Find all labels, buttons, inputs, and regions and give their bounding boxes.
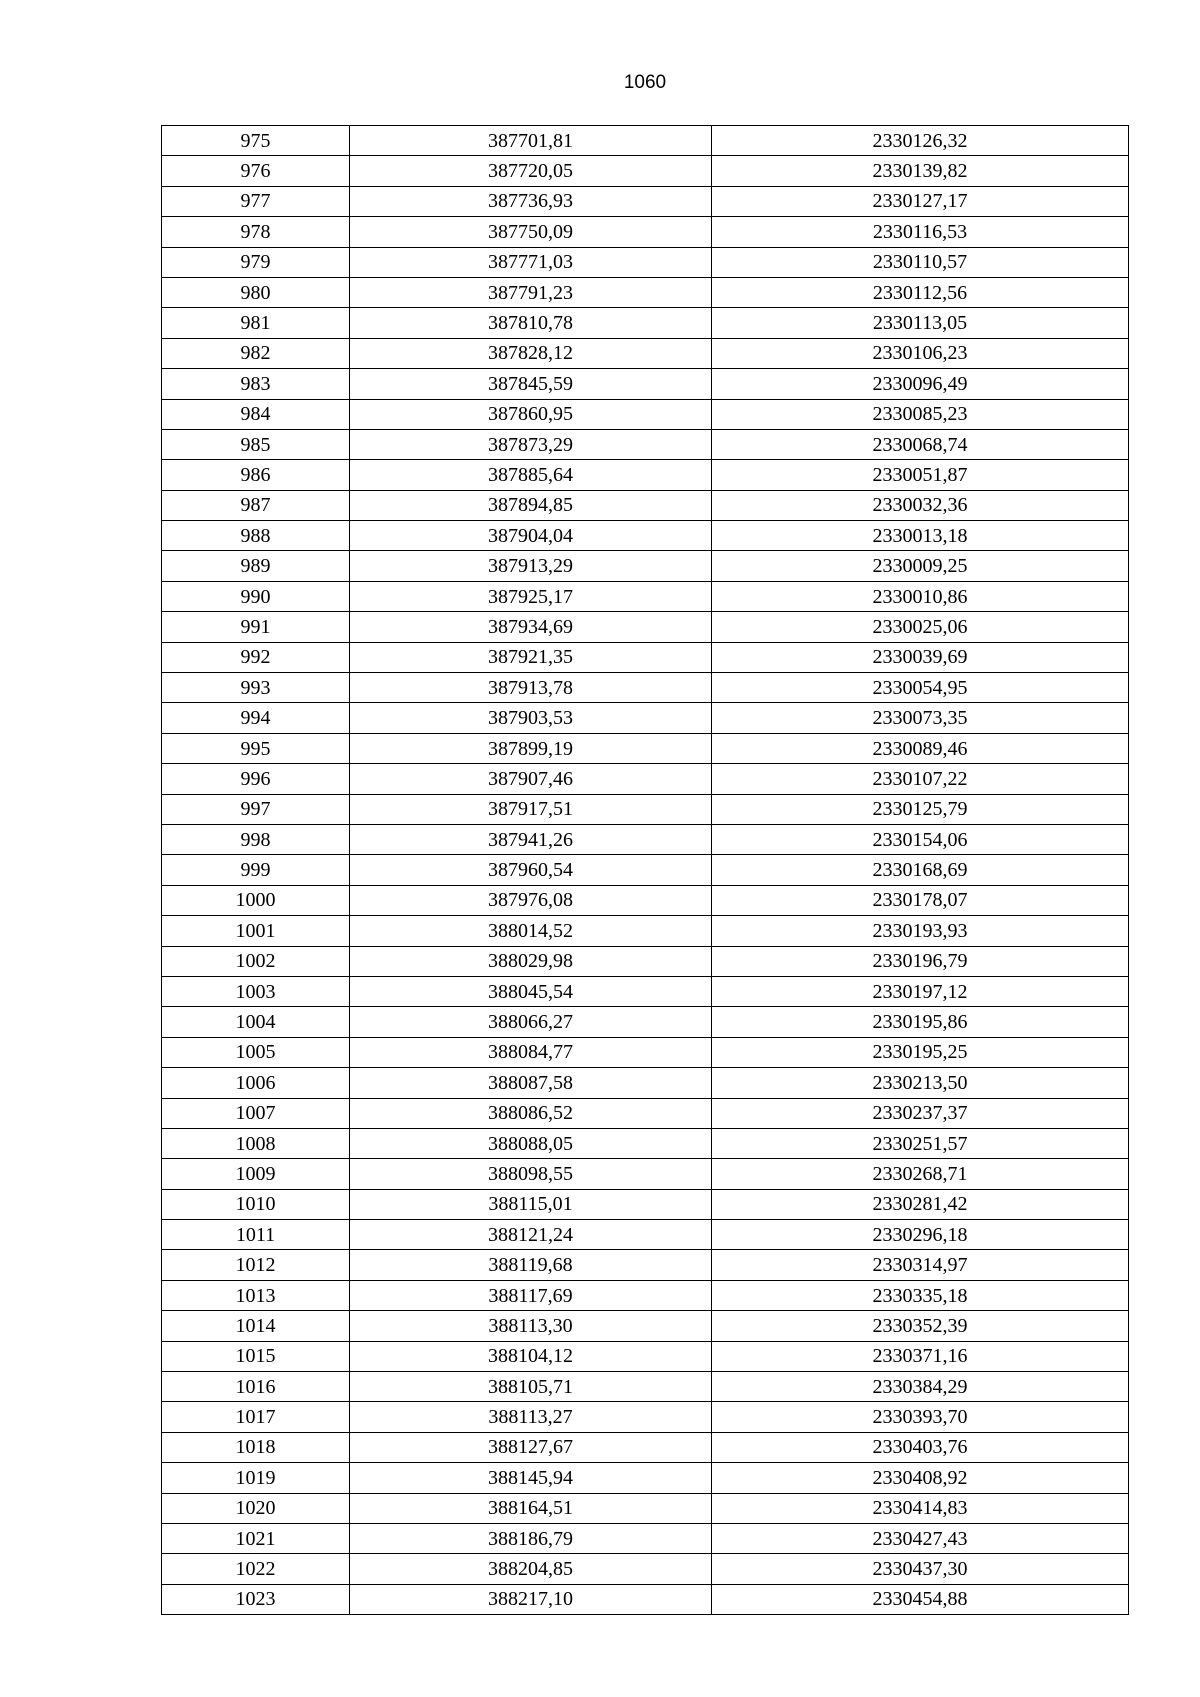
table-row (162, 369, 1129, 399)
table-row (162, 946, 1129, 976)
x-coordinate-cell: 387894,85 (350, 490, 712, 520)
y-coordinate-cell: 2330251,57 (712, 1128, 1129, 1158)
y-coordinate-cell: 2330352,39 (712, 1311, 1129, 1341)
x-coordinate-cell: 388087,58 (350, 1068, 712, 1098)
point-number-cell: 988 (162, 521, 350, 551)
y-coordinate-cell: 2330013,18 (712, 521, 1129, 551)
y-coordinate-cell: 2330296,18 (712, 1220, 1129, 1250)
y-coordinate-cell: 2330213,50 (712, 1068, 1129, 1098)
y-coordinate-cell: 2330110,57 (712, 247, 1129, 277)
point-number-cell: 995 (162, 733, 350, 763)
point-number-cell: 1017 (162, 1402, 350, 1432)
point-number-cell: 996 (162, 764, 350, 794)
table-row (162, 247, 1129, 277)
x-coordinate-cell: 387736,93 (350, 186, 712, 216)
table-row (162, 217, 1129, 247)
point-number-cell: 1010 (162, 1189, 350, 1219)
x-coordinate-cell: 387828,12 (350, 338, 712, 368)
point-number-cell: 994 (162, 703, 350, 733)
table-row (162, 976, 1129, 1006)
x-coordinate-cell: 388086,52 (350, 1098, 712, 1128)
y-coordinate-cell: 2330384,29 (712, 1372, 1129, 1402)
y-coordinate-cell: 2330106,23 (712, 338, 1129, 368)
point-number-cell: 1001 (162, 916, 350, 946)
table-row (162, 460, 1129, 490)
point-number-cell: 998 (162, 824, 350, 854)
point-number-cell: 1019 (162, 1463, 350, 1493)
table-row (162, 399, 1129, 429)
table-row (162, 277, 1129, 307)
y-coordinate-cell: 2330335,18 (712, 1280, 1129, 1310)
x-coordinate-cell: 387913,78 (350, 673, 712, 703)
x-coordinate-cell: 388121,24 (350, 1220, 712, 1250)
table-row (162, 126, 1129, 156)
point-number-cell: 977 (162, 186, 350, 216)
y-coordinate-cell: 2330196,79 (712, 946, 1129, 976)
y-coordinate-cell: 2330032,36 (712, 490, 1129, 520)
x-coordinate-cell: 388164,51 (350, 1493, 712, 1523)
y-coordinate-cell: 2330009,25 (712, 551, 1129, 581)
point-number-cell: 992 (162, 642, 350, 672)
x-coordinate-cell: 387921,35 (350, 642, 712, 672)
x-coordinate-cell: 387899,19 (350, 733, 712, 763)
point-number-cell: 1004 (162, 1007, 350, 1037)
x-coordinate-cell: 388115,01 (350, 1189, 712, 1219)
table-row (162, 1372, 1129, 1402)
table-row (162, 521, 1129, 551)
y-coordinate-cell: 2330408,92 (712, 1463, 1129, 1493)
x-coordinate-cell: 387904,04 (350, 521, 712, 551)
x-coordinate-cell: 388217,10 (350, 1584, 712, 1614)
table-row (162, 916, 1129, 946)
point-number-cell: 993 (162, 673, 350, 703)
coordinates-table-body (162, 126, 1129, 1615)
y-coordinate-cell: 2330178,07 (712, 885, 1129, 915)
y-coordinate-cell: 2330195,25 (712, 1037, 1129, 1067)
point-number-cell: 984 (162, 399, 350, 429)
table-row (162, 429, 1129, 459)
y-coordinate-cell: 2330116,53 (712, 217, 1129, 247)
table-row (162, 855, 1129, 885)
point-number-cell: 999 (162, 855, 350, 885)
point-number-cell: 997 (162, 794, 350, 824)
x-coordinate-cell: 388119,68 (350, 1250, 712, 1280)
y-coordinate-cell: 2330154,06 (712, 824, 1129, 854)
point-number-cell: 1020 (162, 1493, 350, 1523)
table-row (162, 1189, 1129, 1219)
x-coordinate-cell: 388088,05 (350, 1128, 712, 1158)
point-number-cell: 1006 (162, 1068, 350, 1098)
table-row (162, 764, 1129, 794)
point-number-cell: 1002 (162, 946, 350, 976)
y-coordinate-cell: 2330127,17 (712, 186, 1129, 216)
y-coordinate-cell: 2330089,46 (712, 733, 1129, 763)
point-number-cell: 1000 (162, 885, 350, 915)
point-number-cell: 1008 (162, 1128, 350, 1158)
point-number-cell: 975 (162, 126, 350, 156)
x-coordinate-cell: 387903,53 (350, 703, 712, 733)
point-number-cell: 987 (162, 490, 350, 520)
point-number-cell: 985 (162, 429, 350, 459)
table-row (162, 612, 1129, 642)
x-coordinate-cell: 388145,94 (350, 1463, 712, 1493)
y-coordinate-cell: 2330054,95 (712, 673, 1129, 703)
y-coordinate-cell: 2330454,88 (712, 1584, 1129, 1614)
page-number: 1060 (623, 72, 667, 93)
y-coordinate-cell: 2330068,74 (712, 429, 1129, 459)
y-coordinate-cell: 2330197,12 (712, 976, 1129, 1006)
table-row (162, 1463, 1129, 1493)
y-coordinate-cell: 2330085,23 (712, 399, 1129, 429)
point-number-cell: 976 (162, 156, 350, 186)
table-row (162, 1220, 1129, 1250)
table-row (162, 1523, 1129, 1553)
point-number-cell: 979 (162, 247, 350, 277)
y-coordinate-cell: 2330025,06 (712, 612, 1129, 642)
x-coordinate-cell: 388045,54 (350, 976, 712, 1006)
coordinates-table (161, 125, 1129, 1615)
y-coordinate-cell: 2330281,42 (712, 1189, 1129, 1219)
table-row (162, 733, 1129, 763)
point-number-cell: 1003 (162, 976, 350, 1006)
x-coordinate-cell: 387810,78 (350, 308, 712, 338)
table-row (162, 1098, 1129, 1128)
y-coordinate-cell: 2330113,05 (712, 308, 1129, 338)
x-coordinate-cell: 387934,69 (350, 612, 712, 642)
point-number-cell: 978 (162, 217, 350, 247)
x-coordinate-cell: 388084,77 (350, 1037, 712, 1067)
x-coordinate-cell: 387925,17 (350, 581, 712, 611)
table-row (162, 703, 1129, 733)
table-row (162, 1341, 1129, 1371)
y-coordinate-cell: 2330073,35 (712, 703, 1129, 733)
point-number-cell: 986 (162, 460, 350, 490)
y-coordinate-cell: 2330051,87 (712, 460, 1129, 490)
table-row (162, 156, 1129, 186)
x-coordinate-cell: 387976,08 (350, 885, 712, 915)
point-number-cell: 1014 (162, 1311, 350, 1341)
x-coordinate-cell: 387885,64 (350, 460, 712, 490)
point-number-cell: 1009 (162, 1159, 350, 1189)
table-row (162, 186, 1129, 216)
point-number-cell: 1021 (162, 1523, 350, 1553)
x-coordinate-cell: 388104,12 (350, 1341, 712, 1371)
table-row (162, 1007, 1129, 1037)
x-coordinate-cell: 388186,79 (350, 1523, 712, 1553)
x-coordinate-cell: 388113,27 (350, 1402, 712, 1432)
x-coordinate-cell: 388014,52 (350, 916, 712, 946)
x-coordinate-cell: 388117,69 (350, 1280, 712, 1310)
table-row (162, 1250, 1129, 1280)
table-row (162, 1584, 1129, 1614)
point-number-cell: 1013 (162, 1280, 350, 1310)
y-coordinate-cell: 2330112,56 (712, 277, 1129, 307)
table-row (162, 308, 1129, 338)
x-coordinate-cell: 387873,29 (350, 429, 712, 459)
y-coordinate-cell: 2330039,69 (712, 642, 1129, 672)
y-coordinate-cell: 2330237,37 (712, 1098, 1129, 1128)
table-row (162, 673, 1129, 703)
table-row (162, 885, 1129, 915)
point-number-cell: 1005 (162, 1037, 350, 1067)
y-coordinate-cell: 2330195,86 (712, 1007, 1129, 1037)
table-row (162, 1493, 1129, 1523)
point-number-cell: 990 (162, 581, 350, 611)
point-number-cell: 1018 (162, 1432, 350, 1462)
y-coordinate-cell: 2330437,30 (712, 1554, 1129, 1584)
x-coordinate-cell: 387771,03 (350, 247, 712, 277)
y-coordinate-cell: 2330107,22 (712, 764, 1129, 794)
table-row (162, 551, 1129, 581)
x-coordinate-cell: 388113,30 (350, 1311, 712, 1341)
table-row (162, 1159, 1129, 1189)
table-row (162, 1432, 1129, 1462)
x-coordinate-cell: 387960,54 (350, 855, 712, 885)
x-coordinate-cell: 387701,81 (350, 126, 712, 156)
point-number-cell: 980 (162, 277, 350, 307)
x-coordinate-cell: 387941,26 (350, 824, 712, 854)
table-row (162, 794, 1129, 824)
x-coordinate-cell: 388029,98 (350, 946, 712, 976)
table-row (162, 1280, 1129, 1310)
x-coordinate-cell: 387907,46 (350, 764, 712, 794)
x-coordinate-cell: 388066,27 (350, 1007, 712, 1037)
x-coordinate-cell: 388204,85 (350, 1554, 712, 1584)
point-number-cell: 1023 (162, 1584, 350, 1614)
point-number-cell: 982 (162, 338, 350, 368)
table-row (162, 490, 1129, 520)
point-number-cell: 1012 (162, 1250, 350, 1280)
table-row (162, 1128, 1129, 1158)
table-row (162, 1554, 1129, 1584)
x-coordinate-cell: 388105,71 (350, 1372, 712, 1402)
point-number-cell: 991 (162, 612, 350, 642)
table-row (162, 1068, 1129, 1098)
y-coordinate-cell: 2330125,79 (712, 794, 1129, 824)
x-coordinate-cell: 387791,23 (350, 277, 712, 307)
table-row (162, 1037, 1129, 1067)
y-coordinate-cell: 2330268,71 (712, 1159, 1129, 1189)
y-coordinate-cell: 2330193,93 (712, 916, 1129, 946)
x-coordinate-cell: 387913,29 (350, 551, 712, 581)
table-row (162, 824, 1129, 854)
y-coordinate-cell: 2330427,43 (712, 1523, 1129, 1553)
x-coordinate-cell: 388127,67 (350, 1432, 712, 1462)
table-row (162, 581, 1129, 611)
y-coordinate-cell: 2330096,49 (712, 369, 1129, 399)
x-coordinate-cell: 387845,59 (350, 369, 712, 399)
point-number-cell: 1022 (162, 1554, 350, 1584)
y-coordinate-cell: 2330010,86 (712, 581, 1129, 611)
point-number-cell: 981 (162, 308, 350, 338)
y-coordinate-cell: 2330403,76 (712, 1432, 1129, 1462)
table-row (162, 642, 1129, 672)
y-coordinate-cell: 2330393,70 (712, 1402, 1129, 1432)
point-number-cell: 1015 (162, 1341, 350, 1371)
x-coordinate-cell: 387750,09 (350, 217, 712, 247)
point-number-cell: 989 (162, 551, 350, 581)
y-coordinate-cell: 2330168,69 (712, 855, 1129, 885)
table-row (162, 1311, 1129, 1341)
point-number-cell: 1016 (162, 1372, 350, 1402)
point-number-cell: 983 (162, 369, 350, 399)
x-coordinate-cell: 388098,55 (350, 1159, 712, 1189)
table-row (162, 338, 1129, 368)
x-coordinate-cell: 387917,51 (350, 794, 712, 824)
y-coordinate-cell: 2330371,16 (712, 1341, 1129, 1371)
point-number-cell: 1007 (162, 1098, 350, 1128)
y-coordinate-cell: 2330414,83 (712, 1493, 1129, 1523)
x-coordinate-cell: 387720,05 (350, 156, 712, 186)
y-coordinate-cell: 2330139,82 (712, 156, 1129, 186)
table-row (162, 1402, 1129, 1432)
y-coordinate-cell: 2330314,97 (712, 1250, 1129, 1280)
point-number-cell: 1011 (162, 1220, 350, 1250)
x-coordinate-cell: 387860,95 (350, 399, 712, 429)
y-coordinate-cell: 2330126,32 (712, 126, 1129, 156)
